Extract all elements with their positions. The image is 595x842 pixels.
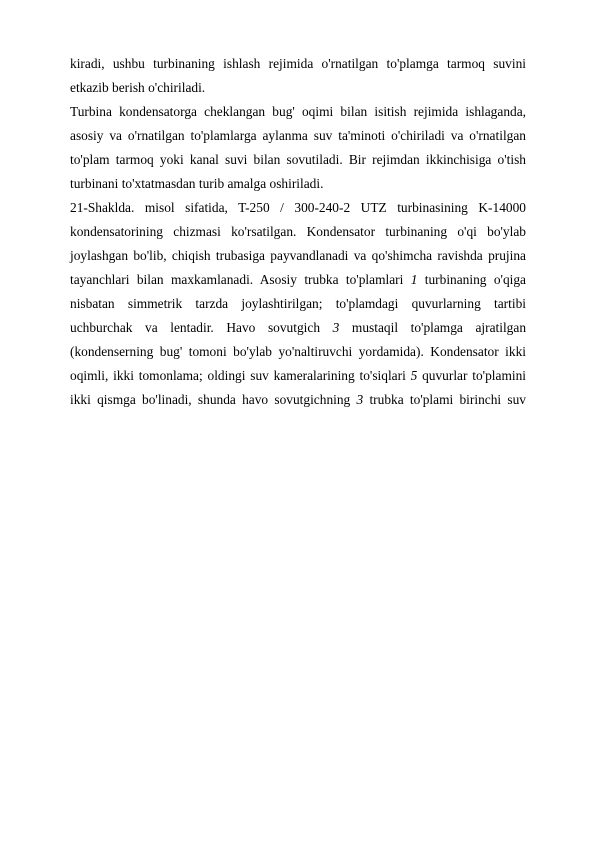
figure-ref-number: 1 — [410, 272, 418, 287]
paragraph-text: turbinaning o'qiga nisbatan simmetrik tarzda joylashtirilgan; to'plamdagi quvurlarning tartibi uchburchak va lentadir. Havo sovutgich — [70, 272, 526, 335]
paragraph — [70, 52, 526, 100]
paragraph-text: Turbina kondensatorga cheklangan bug' oqimi bilan isitish rejimida ishlaganda, asosiy va o'rnatilgan to'plamlarga aylanma suv ta'minoti o'chiriladi va o'rnatilgan to'plam tarmoq yoki kanal suvi bilan sovutiladi. Bir rejimdan ikkinchisiga o'tish turbinani to'xtatmasdan turib amalga oshiriladi. — [70, 104, 526, 191]
body-text — [70, 52, 526, 412]
paragraph-text: quvurlar to'plamini ikki qismga bo'linadi, shunda havo sovutgichning — [70, 368, 526, 407]
paragraph-text: mustaqil to'plamga ajratilgan (kondenserning bug' tomoni bo'ylab yo'naltiruvchi yordamida). Kondensator ikki oqimli, ikki tomonlama; oldingi suv kameralarining to'siqlari — [70, 320, 527, 383]
paragraph — [70, 196, 526, 412]
paragraph-text: 21-Shaklda. misol sifatida, T-250 / 300-240-2 UTZ turbinasining K-14000 kondensatorining chizmasi ko'rsatilgan. Kondensator turbinaning o'qi bo'ylab joylashgan bo'lib, chiqish trubasiga payvandlanadi va qo'shimcha ravishda prujina tayanchlari bilan maxkamlanadi. Asosiy trubka to'plamlari — [70, 200, 526, 287]
paragraph-text: kiradi, ushbu turbinaning ishlash rejimida o'rnatilgan to'plamga tarmoq suvini etkazib berish o'chiriladi. — [70, 56, 526, 95]
figure-ref-number: 3 — [356, 392, 364, 407]
figure-ref-number: 5 — [410, 368, 418, 383]
figure-ref-number: 3 — [332, 320, 340, 335]
paragraph — [70, 100, 526, 196]
paragraph-text: trubka to'plami birinchi suv — [363, 392, 526, 407]
